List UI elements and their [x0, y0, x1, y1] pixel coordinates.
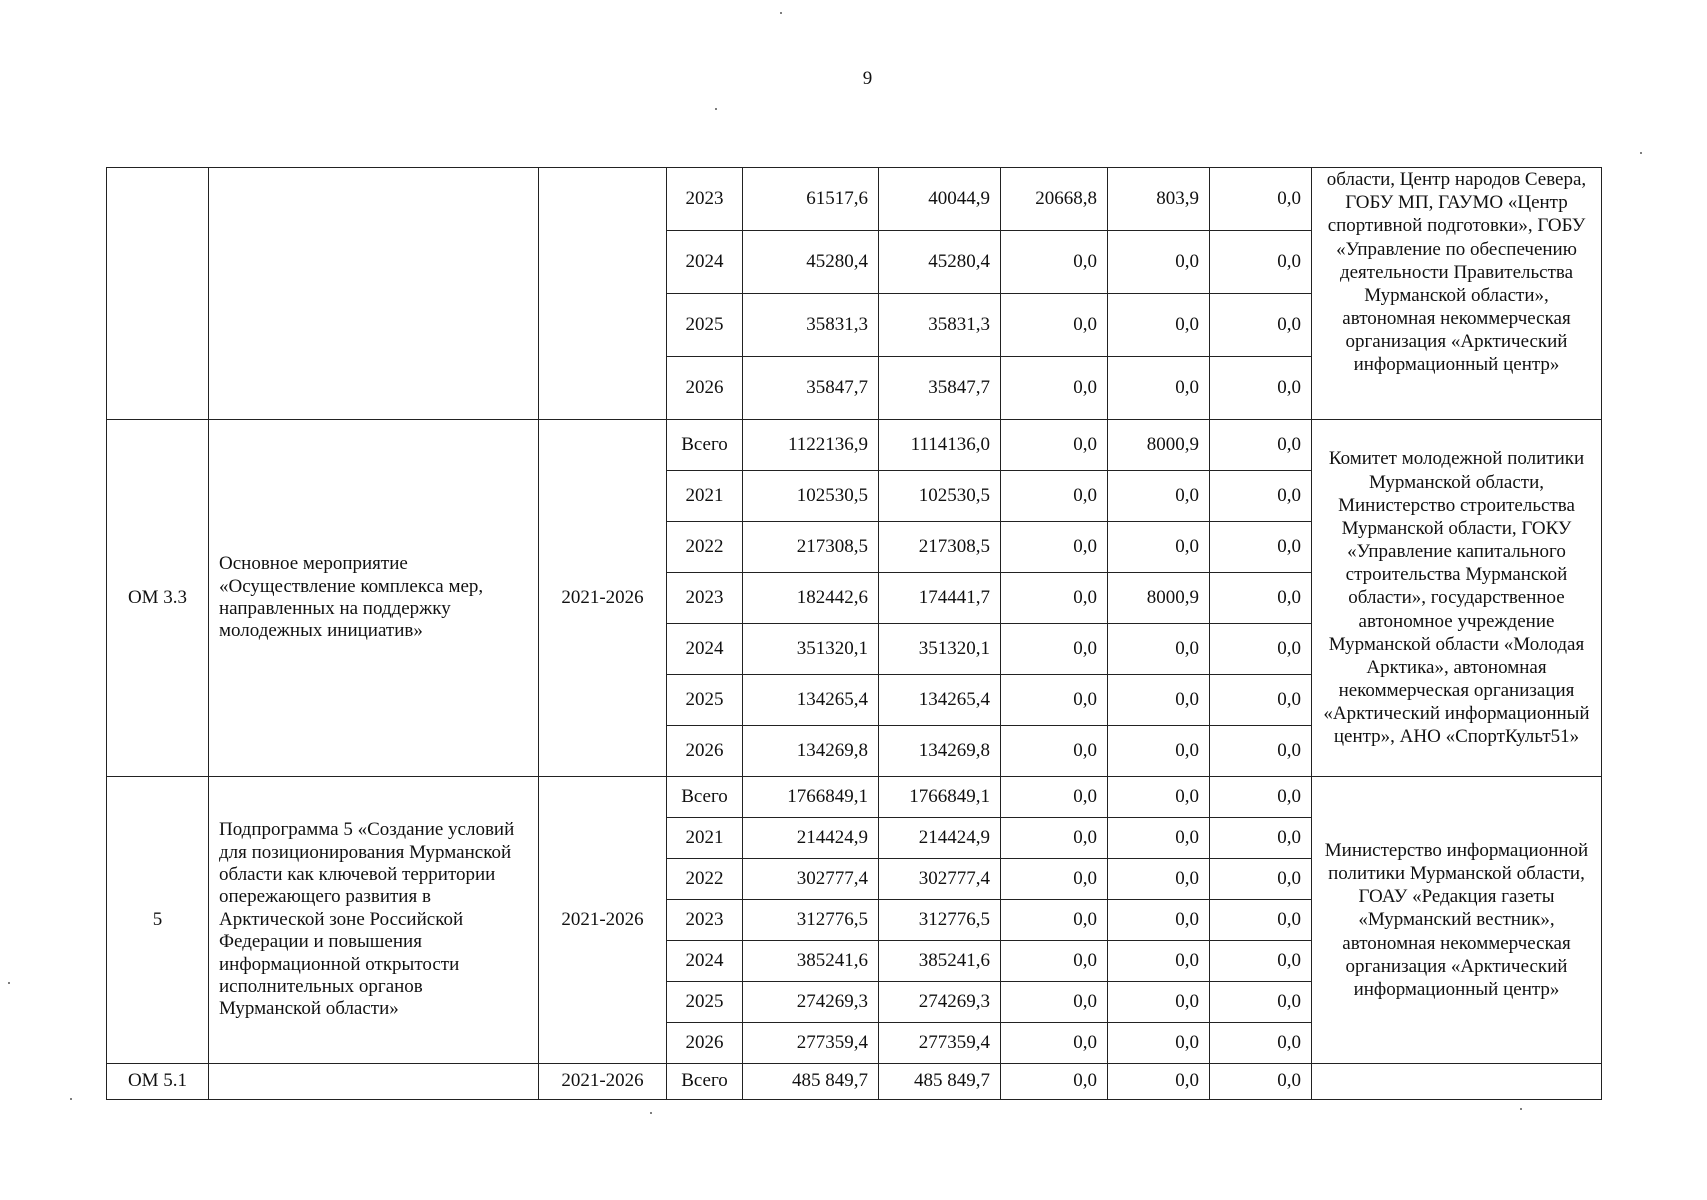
local-budget-cell: 0,0 [1108, 522, 1210, 573]
year-cell: 2024 [667, 624, 743, 675]
federal-budget-cell: 0,0 [1001, 982, 1108, 1023]
federal-budget-cell: 0,0 [1001, 1023, 1108, 1064]
period-cell: 2021-2026 [539, 777, 667, 1064]
regional-budget-cell: 312776,5 [879, 900, 1001, 941]
year-cell: 2025 [667, 675, 743, 726]
total-cell: 1122136,9 [743, 420, 879, 471]
federal-budget-cell: 0,0 [1001, 777, 1108, 818]
federal-budget-cell: 0,0 [1001, 522, 1108, 573]
local-budget-cell: 0,0 [1108, 357, 1210, 420]
total-cell: 214424,9 [743, 818, 879, 859]
federal-budget-cell: 0,0 [1001, 231, 1108, 294]
federal-budget-cell: 0,0 [1001, 818, 1108, 859]
other-sources-cell: 0,0 [1210, 982, 1312, 1023]
federal-budget-cell: 0,0 [1001, 726, 1108, 777]
total-cell: 1766849,1 [743, 777, 879, 818]
other-sources-cell: 0,0 [1210, 1064, 1312, 1100]
total-cell: 385241,6 [743, 941, 879, 982]
local-budget-cell: 0,0 [1108, 294, 1210, 357]
executor-cell: Комитет молодежной политики Мурманской области, Министерство строительства Мурманской области, ГОКУ «Управление капитального строительства Мурманской области», государственное автономное учреждение Мурманской области «Молодая Арктика», автономная некоммерческая организация «Арктический информационный центр», АНО «СпортКульт51» [1312, 420, 1602, 777]
other-sources-cell: 0,0 [1210, 357, 1312, 420]
name-cell: Подпрограмма 5 «Создание условий для позиционирования Мурманской области как ключевой территории опережающего развития в Арктической зоне Российской Федерации и повышения информационной открытости исполнительных органов Мурманской области» [209, 777, 539, 1064]
year-cell: Всего [667, 1064, 743, 1100]
scan-speck [70, 1098, 72, 1100]
year-cell: 2025 [667, 294, 743, 357]
other-sources-cell: 0,0 [1210, 294, 1312, 357]
total-cell: 351320,1 [743, 624, 879, 675]
total-cell: 182442,6 [743, 573, 879, 624]
regional-budget-cell: 102530,5 [879, 471, 1001, 522]
federal-budget-cell: 0,0 [1001, 573, 1108, 624]
funding-table [106, 167, 1602, 1100]
regional-budget-cell: 45280,4 [879, 231, 1001, 294]
other-sources-cell: 0,0 [1210, 231, 1312, 294]
year-cell: Всего [667, 777, 743, 818]
name-cell [209, 168, 539, 420]
year-cell: 2026 [667, 726, 743, 777]
federal-budget-cell: 0,0 [1001, 859, 1108, 900]
total-cell: 35847,7 [743, 357, 879, 420]
other-sources-cell: 0,0 [1210, 818, 1312, 859]
total-cell: 102530,5 [743, 471, 879, 522]
total-cell: 485 849,7 [743, 1064, 879, 1100]
scan-speck [1520, 1108, 1522, 1110]
regional-budget-cell: 277359,4 [879, 1023, 1001, 1064]
other-sources-cell: 0,0 [1210, 859, 1312, 900]
executor-cell: Министерство информационной политики Мурманской области, ГОАУ «Редакция газеты «Мурманский вестник», автономная некоммерческая организация «Арктический информационный центр» [1312, 777, 1602, 1064]
scan-speck [8, 982, 10, 984]
name-cell: Основное мероприятие «Осуществление комплекса мер, направленных на поддержку молодежных инициатив» [209, 420, 539, 777]
total-cell: 274269,3 [743, 982, 879, 1023]
federal-budget-cell: 0,0 [1001, 471, 1108, 522]
other-sources-cell: 0,0 [1210, 675, 1312, 726]
table-row [107, 1064, 1602, 1100]
federal-budget-cell: 0,0 [1001, 357, 1108, 420]
regional-budget-cell: 1114136,0 [879, 420, 1001, 471]
year-cell: 2025 [667, 982, 743, 1023]
year-cell: 2023 [667, 900, 743, 941]
executor-cell: области, Центр народов Севера, ГОБУ МП, ГАУМО «Центр спортивной подготовки», ГОБУ «Управление по обеспечению деятельности Правительства Мурманской области», автономная некоммерческая организация «Арктический информационный центр» [1312, 168, 1602, 420]
other-sources-cell: 0,0 [1210, 420, 1312, 471]
code-cell: 5 [107, 777, 209, 1064]
scan-speck [650, 1112, 652, 1114]
local-budget-cell: 0,0 [1108, 624, 1210, 675]
year-cell: 2021 [667, 471, 743, 522]
local-budget-cell: 0,0 [1108, 982, 1210, 1023]
regional-budget-cell: 274269,3 [879, 982, 1001, 1023]
regional-budget-cell: 40044,9 [879, 168, 1001, 231]
executor-cell [1312, 1064, 1602, 1100]
scan-speck [780, 12, 782, 14]
regional-budget-cell: 174441,7 [879, 573, 1001, 624]
page-number: 9 [862, 68, 873, 89]
name-cell [209, 1064, 539, 1100]
total-cell: 312776,5 [743, 900, 879, 941]
period-cell: 2021-2026 [539, 1064, 667, 1100]
local-budget-cell: 0,0 [1108, 726, 1210, 777]
other-sources-cell: 0,0 [1210, 168, 1312, 231]
period-cell: 2021-2026 [539, 420, 667, 777]
local-budget-cell: 8000,9 [1108, 573, 1210, 624]
regional-budget-cell: 302777,4 [879, 859, 1001, 900]
other-sources-cell: 0,0 [1210, 777, 1312, 818]
federal-budget-cell: 0,0 [1001, 675, 1108, 726]
local-budget-cell: 8000,9 [1108, 420, 1210, 471]
year-cell: Всего [667, 420, 743, 471]
year-cell: 2023 [667, 168, 743, 231]
federal-budget-cell: 0,0 [1001, 420, 1108, 471]
year-cell: 2024 [667, 231, 743, 294]
total-cell: 45280,4 [743, 231, 879, 294]
total-cell: 35831,3 [743, 294, 879, 357]
federal-budget-cell: 0,0 [1001, 900, 1108, 941]
year-cell: 2023 [667, 573, 743, 624]
regional-budget-cell: 385241,6 [879, 941, 1001, 982]
local-budget-cell: 0,0 [1108, 777, 1210, 818]
year-cell: 2022 [667, 522, 743, 573]
regional-budget-cell: 134269,8 [879, 726, 1001, 777]
table-row [107, 420, 1602, 471]
local-budget-cell: 0,0 [1108, 1064, 1210, 1100]
local-budget-cell: 803,9 [1108, 168, 1210, 231]
period-cell [539, 168, 667, 420]
local-budget-cell: 0,0 [1108, 1023, 1210, 1064]
federal-budget-cell: 0,0 [1001, 941, 1108, 982]
total-cell: 302777,4 [743, 859, 879, 900]
regional-budget-cell: 35831,3 [879, 294, 1001, 357]
other-sources-cell: 0,0 [1210, 941, 1312, 982]
other-sources-cell: 0,0 [1210, 900, 1312, 941]
regional-budget-cell: 214424,9 [879, 818, 1001, 859]
scan-speck [1640, 152, 1642, 154]
year-cell: 2021 [667, 818, 743, 859]
other-sources-cell: 0,0 [1210, 726, 1312, 777]
other-sources-cell: 0,0 [1210, 573, 1312, 624]
year-cell: 2022 [667, 859, 743, 900]
regional-budget-cell: 217308,5 [879, 522, 1001, 573]
total-cell: 61517,6 [743, 168, 879, 231]
other-sources-cell: 0,0 [1210, 522, 1312, 573]
table-row [107, 168, 1602, 231]
other-sources-cell: 0,0 [1210, 624, 1312, 675]
regional-budget-cell: 351320,1 [879, 624, 1001, 675]
local-budget-cell: 0,0 [1108, 818, 1210, 859]
code-cell: ОМ 3.3 [107, 420, 209, 777]
local-budget-cell: 0,0 [1108, 231, 1210, 294]
year-cell: 2024 [667, 941, 743, 982]
federal-budget-cell: 0,0 [1001, 1064, 1108, 1100]
total-cell: 134269,8 [743, 726, 879, 777]
local-budget-cell: 0,0 [1108, 900, 1210, 941]
federal-budget-cell: 20668,8 [1001, 168, 1108, 231]
regional-budget-cell: 485 849,7 [879, 1064, 1001, 1100]
other-sources-cell: 0,0 [1210, 1023, 1312, 1064]
regional-budget-cell: 1766849,1 [879, 777, 1001, 818]
regional-budget-cell: 35847,7 [879, 357, 1001, 420]
local-budget-cell: 0,0 [1108, 675, 1210, 726]
local-budget-cell: 0,0 [1108, 941, 1210, 982]
federal-budget-cell: 0,0 [1001, 294, 1108, 357]
code-cell: ОМ 5.1 [107, 1064, 209, 1100]
year-cell: 2026 [667, 357, 743, 420]
scan-speck [715, 108, 717, 110]
total-cell: 217308,5 [743, 522, 879, 573]
table-row [107, 777, 1602, 818]
other-sources-cell: 0,0 [1210, 471, 1312, 522]
year-cell: 2026 [667, 1023, 743, 1064]
local-budget-cell: 0,0 [1108, 859, 1210, 900]
local-budget-cell: 0,0 [1108, 471, 1210, 522]
total-cell: 277359,4 [743, 1023, 879, 1064]
total-cell: 134265,4 [743, 675, 879, 726]
code-cell [107, 168, 209, 420]
regional-budget-cell: 134265,4 [879, 675, 1001, 726]
federal-budget-cell: 0,0 [1001, 624, 1108, 675]
